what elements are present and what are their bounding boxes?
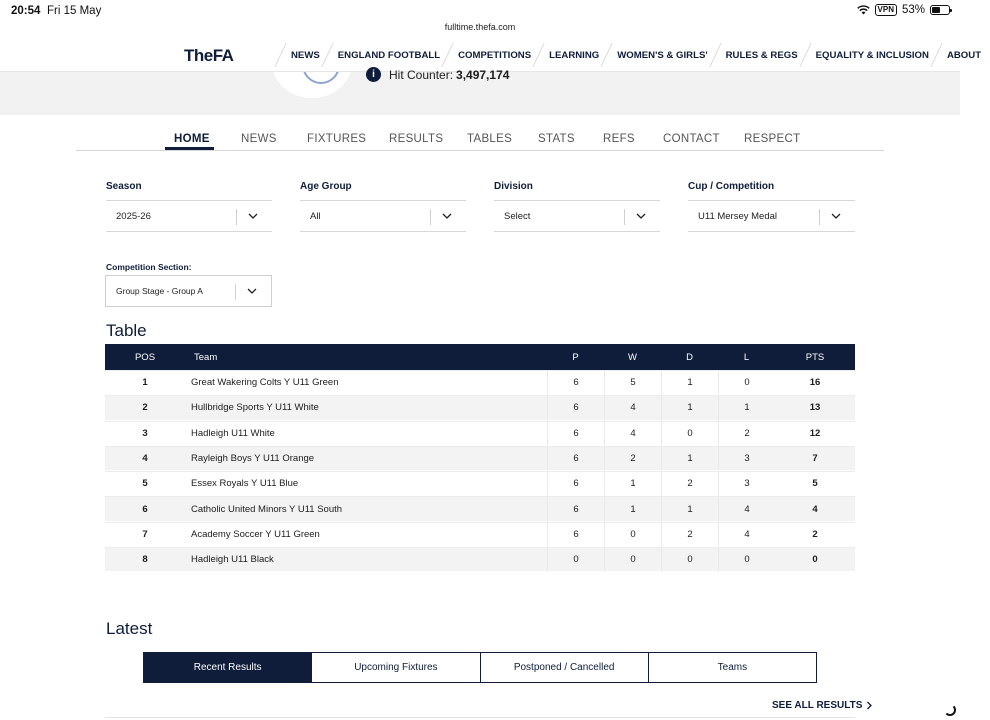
see-all-label: SEE ALL RESULTS — [772, 700, 863, 711]
vpn-badge: VPN — [875, 4, 897, 16]
cup-select[interactable] — [688, 200, 855, 232]
cell-pts: 13 — [775, 395, 855, 420]
division-label: Division — [494, 181, 533, 192]
table-header-row — [105, 344, 855, 370]
see-all-results-link[interactable] — [772, 700, 873, 711]
cell-l: 2 — [718, 421, 775, 446]
select-divider — [819, 209, 820, 225]
cell-d: 1 — [661, 446, 718, 471]
cell-d: 1 — [661, 370, 718, 395]
cell-p: 6 — [547, 395, 604, 420]
nav-item-women-s-girls[interactable]: WOMEN'S & GIRLS' — [608, 38, 716, 72]
select-divider — [430, 209, 431, 225]
cell-p: 6 — [547, 446, 604, 471]
league-table — [105, 344, 855, 572]
cell-pts: 2 — [775, 522, 855, 547]
chevron-right-icon — [866, 701, 873, 710]
cell-l: 3 — [718, 471, 775, 496]
nav-item-equality-inclusion[interactable]: EQUALITY & INCLUSION — [807, 38, 938, 72]
cell-p: 0 — [547, 547, 604, 572]
cell-team[interactable]: Hullbridge Sports Y U11 White — [185, 395, 547, 420]
table-row — [105, 522, 855, 547]
table-row — [105, 471, 855, 496]
latest-title: Latest — [106, 619, 153, 638]
cell-d: 0 — [661, 421, 718, 446]
cell-l: 0 — [718, 547, 775, 572]
cell-pos: 8 — [105, 547, 185, 572]
header-pts[interactable]: PTS — [805, 351, 825, 363]
latest-tab-postponed-cancelled[interactable]: Postponed / Cancelled — [480, 653, 648, 682]
section-filter — [106, 262, 191, 272]
nav-item-learning[interactable]: LEARNING — [540, 38, 608, 72]
cell-w: 5 — [604, 370, 661, 395]
chevron-down-icon — [246, 285, 258, 297]
latest-tabs — [143, 652, 817, 683]
header-pos[interactable]: POS — [134, 351, 156, 363]
table-row — [105, 496, 855, 521]
chevron-down-icon — [247, 210, 259, 222]
cell-w: 1 — [604, 496, 661, 521]
section-select[interactable] — [105, 275, 272, 307]
section-tabs — [76, 127, 884, 151]
season-filter — [106, 181, 142, 192]
cell-p: 6 — [547, 522, 604, 547]
cell-p: 6 — [547, 496, 604, 521]
cell-team[interactable]: Hadleigh U11 Black — [185, 547, 547, 572]
cell-pts: 12 — [775, 421, 855, 446]
cup-label: Cup / Competition — [688, 181, 775, 192]
nav-item-rules-regs[interactable]: RULES & REGS — [717, 38, 807, 72]
division-select[interactable] — [494, 200, 660, 232]
cell-team[interactable]: Great Wakering Colts Y U11 Green — [185, 370, 547, 395]
cup-filter — [688, 181, 774, 192]
cell-pos: 2 — [105, 395, 185, 420]
cell-team[interactable]: Essex Royals Y U11 Blue — [185, 471, 547, 496]
cell-p: 6 — [547, 370, 604, 395]
latest-tab-recent-results[interactable]: Recent Results — [144, 653, 311, 682]
cell-pts: 16 — [775, 370, 855, 395]
cell-w: 4 — [604, 395, 661, 420]
hit-counter — [366, 67, 509, 82]
season-value: 2025-26 — [116, 210, 151, 222]
tab-respect[interactable]: RESPECT — [744, 133, 801, 145]
cell-pos: 3 — [105, 421, 185, 446]
cell-pos: 4 — [105, 446, 185, 471]
division-filter — [494, 181, 533, 192]
chevron-down-icon — [441, 210, 453, 222]
header-d[interactable]: D — [686, 351, 693, 363]
cell-pos: 7 — [105, 522, 185, 547]
table-title: Table — [106, 321, 147, 340]
cell-team[interactable]: Catholic United Minors Y U11 South — [185, 496, 547, 521]
fa-logo[interactable]: TheFA — [184, 46, 234, 65]
wifi-icon — [857, 5, 870, 15]
cell-pts: 7 — [775, 446, 855, 471]
cell-l: 0 — [718, 370, 775, 395]
nav-item-about[interactable]: ABOUT — [938, 38, 990, 72]
nav-item-news[interactable]: NEWS — [282, 38, 329, 72]
cell-d: 2 — [661, 471, 718, 496]
cell-w: 2 — [604, 446, 661, 471]
table-row — [105, 547, 855, 572]
season-label: Season — [106, 181, 142, 192]
cell-l: 4 — [718, 522, 775, 547]
section-value: Group Stage - Group A — [116, 286, 203, 296]
age-group-value: All — [310, 210, 321, 222]
cell-w: 4 — [604, 421, 661, 446]
info-icon[interactable]: i — [366, 67, 381, 82]
cell-pts: 4 — [775, 496, 855, 521]
hit-counter-value: 3,497,174 — [456, 67, 510, 82]
chevron-down-icon — [635, 210, 647, 222]
cell-l: 1 — [718, 395, 775, 420]
latest-tab-upcoming-fixtures[interactable]: Upcoming Fixtures — [311, 653, 479, 682]
cell-pos: 6 — [105, 496, 185, 521]
date: Fri 15 May — [47, 5, 102, 17]
battery-fill — [932, 7, 940, 13]
cell-team[interactable]: Hadleigh U11 White — [185, 421, 547, 446]
header-p[interactable]: P — [572, 351, 579, 363]
active-tab-indicator — [165, 147, 214, 150]
select-divider — [235, 284, 236, 300]
cell-pos: 1 — [105, 370, 185, 395]
header-l[interactable]: L — [743, 351, 750, 363]
divider — [105, 717, 855, 718]
select-divider — [236, 209, 237, 225]
age-group-label: Age Group — [300, 181, 352, 192]
nav-item-competitions[interactable]: COMPETITIONS — [449, 38, 540, 72]
table-row — [105, 370, 855, 395]
clock: 20:54 — [11, 5, 41, 17]
tab-stats[interactable]: STATS — [538, 133, 575, 145]
cell-p: 6 — [547, 421, 604, 446]
cell-d: 1 — [661, 496, 718, 521]
cell-d: 0 — [661, 547, 718, 572]
header-w[interactable]: W — [628, 351, 637, 363]
cell-p: 6 — [547, 471, 604, 496]
tab-home[interactable]: HOME — [174, 133, 210, 145]
url-bar[interactable]: fulltime.thefa.com — [430, 16, 530, 38]
hit-counter-label: Hit Counter: — [389, 67, 454, 82]
division-value: Select — [504, 210, 531, 222]
battery-icon — [930, 5, 950, 15]
cell-pts: 5 — [775, 471, 855, 496]
loading-icon — [944, 704, 956, 716]
latest-tab-teams[interactable]: Teams — [648, 653, 816, 682]
tab-tables[interactable]: TABLES — [467, 133, 513, 145]
table-row — [105, 395, 855, 420]
table-body — [105, 370, 855, 572]
select-divider — [624, 209, 625, 225]
status-icons — [857, 4, 950, 16]
cell-w: 0 — [604, 522, 661, 547]
cell-team[interactable]: Academy Soccer Y U11 Green — [185, 522, 547, 547]
tab-news[interactable]: NEWS — [241, 133, 277, 145]
table-row — [105, 446, 855, 471]
cell-pos: 5 — [105, 471, 185, 496]
chevron-down-icon — [830, 210, 842, 222]
nav-item-england-football[interactable]: ENGLAND FOOTBALL — [329, 38, 449, 72]
table-row — [105, 421, 855, 446]
cell-d: 1 — [661, 395, 718, 420]
tab-refs[interactable]: REFS — [603, 133, 635, 145]
cup-value: U11 Mersey Medal — [698, 210, 778, 222]
tab-contact[interactable]: CONTACT — [663, 133, 720, 145]
cell-l: 4 — [718, 496, 775, 521]
age-group-select[interactable] — [300, 200, 466, 232]
cell-w: 0 — [604, 547, 661, 572]
cell-d: 2 — [661, 522, 718, 547]
age-group-filter — [300, 181, 352, 192]
tab-results[interactable]: RESULTS — [389, 133, 444, 145]
cell-pts: 0 — [775, 547, 855, 572]
cell-w: 1 — [604, 471, 661, 496]
header-team[interactable]: Team — [194, 351, 218, 363]
tab-fixtures[interactable]: FIXTURES — [307, 133, 367, 145]
cell-l: 3 — [718, 446, 775, 471]
battery-percent: 53% — [901, 4, 925, 16]
season-select[interactable] — [106, 200, 272, 232]
section-label: Competition Section: — [106, 262, 192, 272]
cell-team[interactable]: Rayleigh Boys Y U11 Orange — [185, 446, 547, 471]
